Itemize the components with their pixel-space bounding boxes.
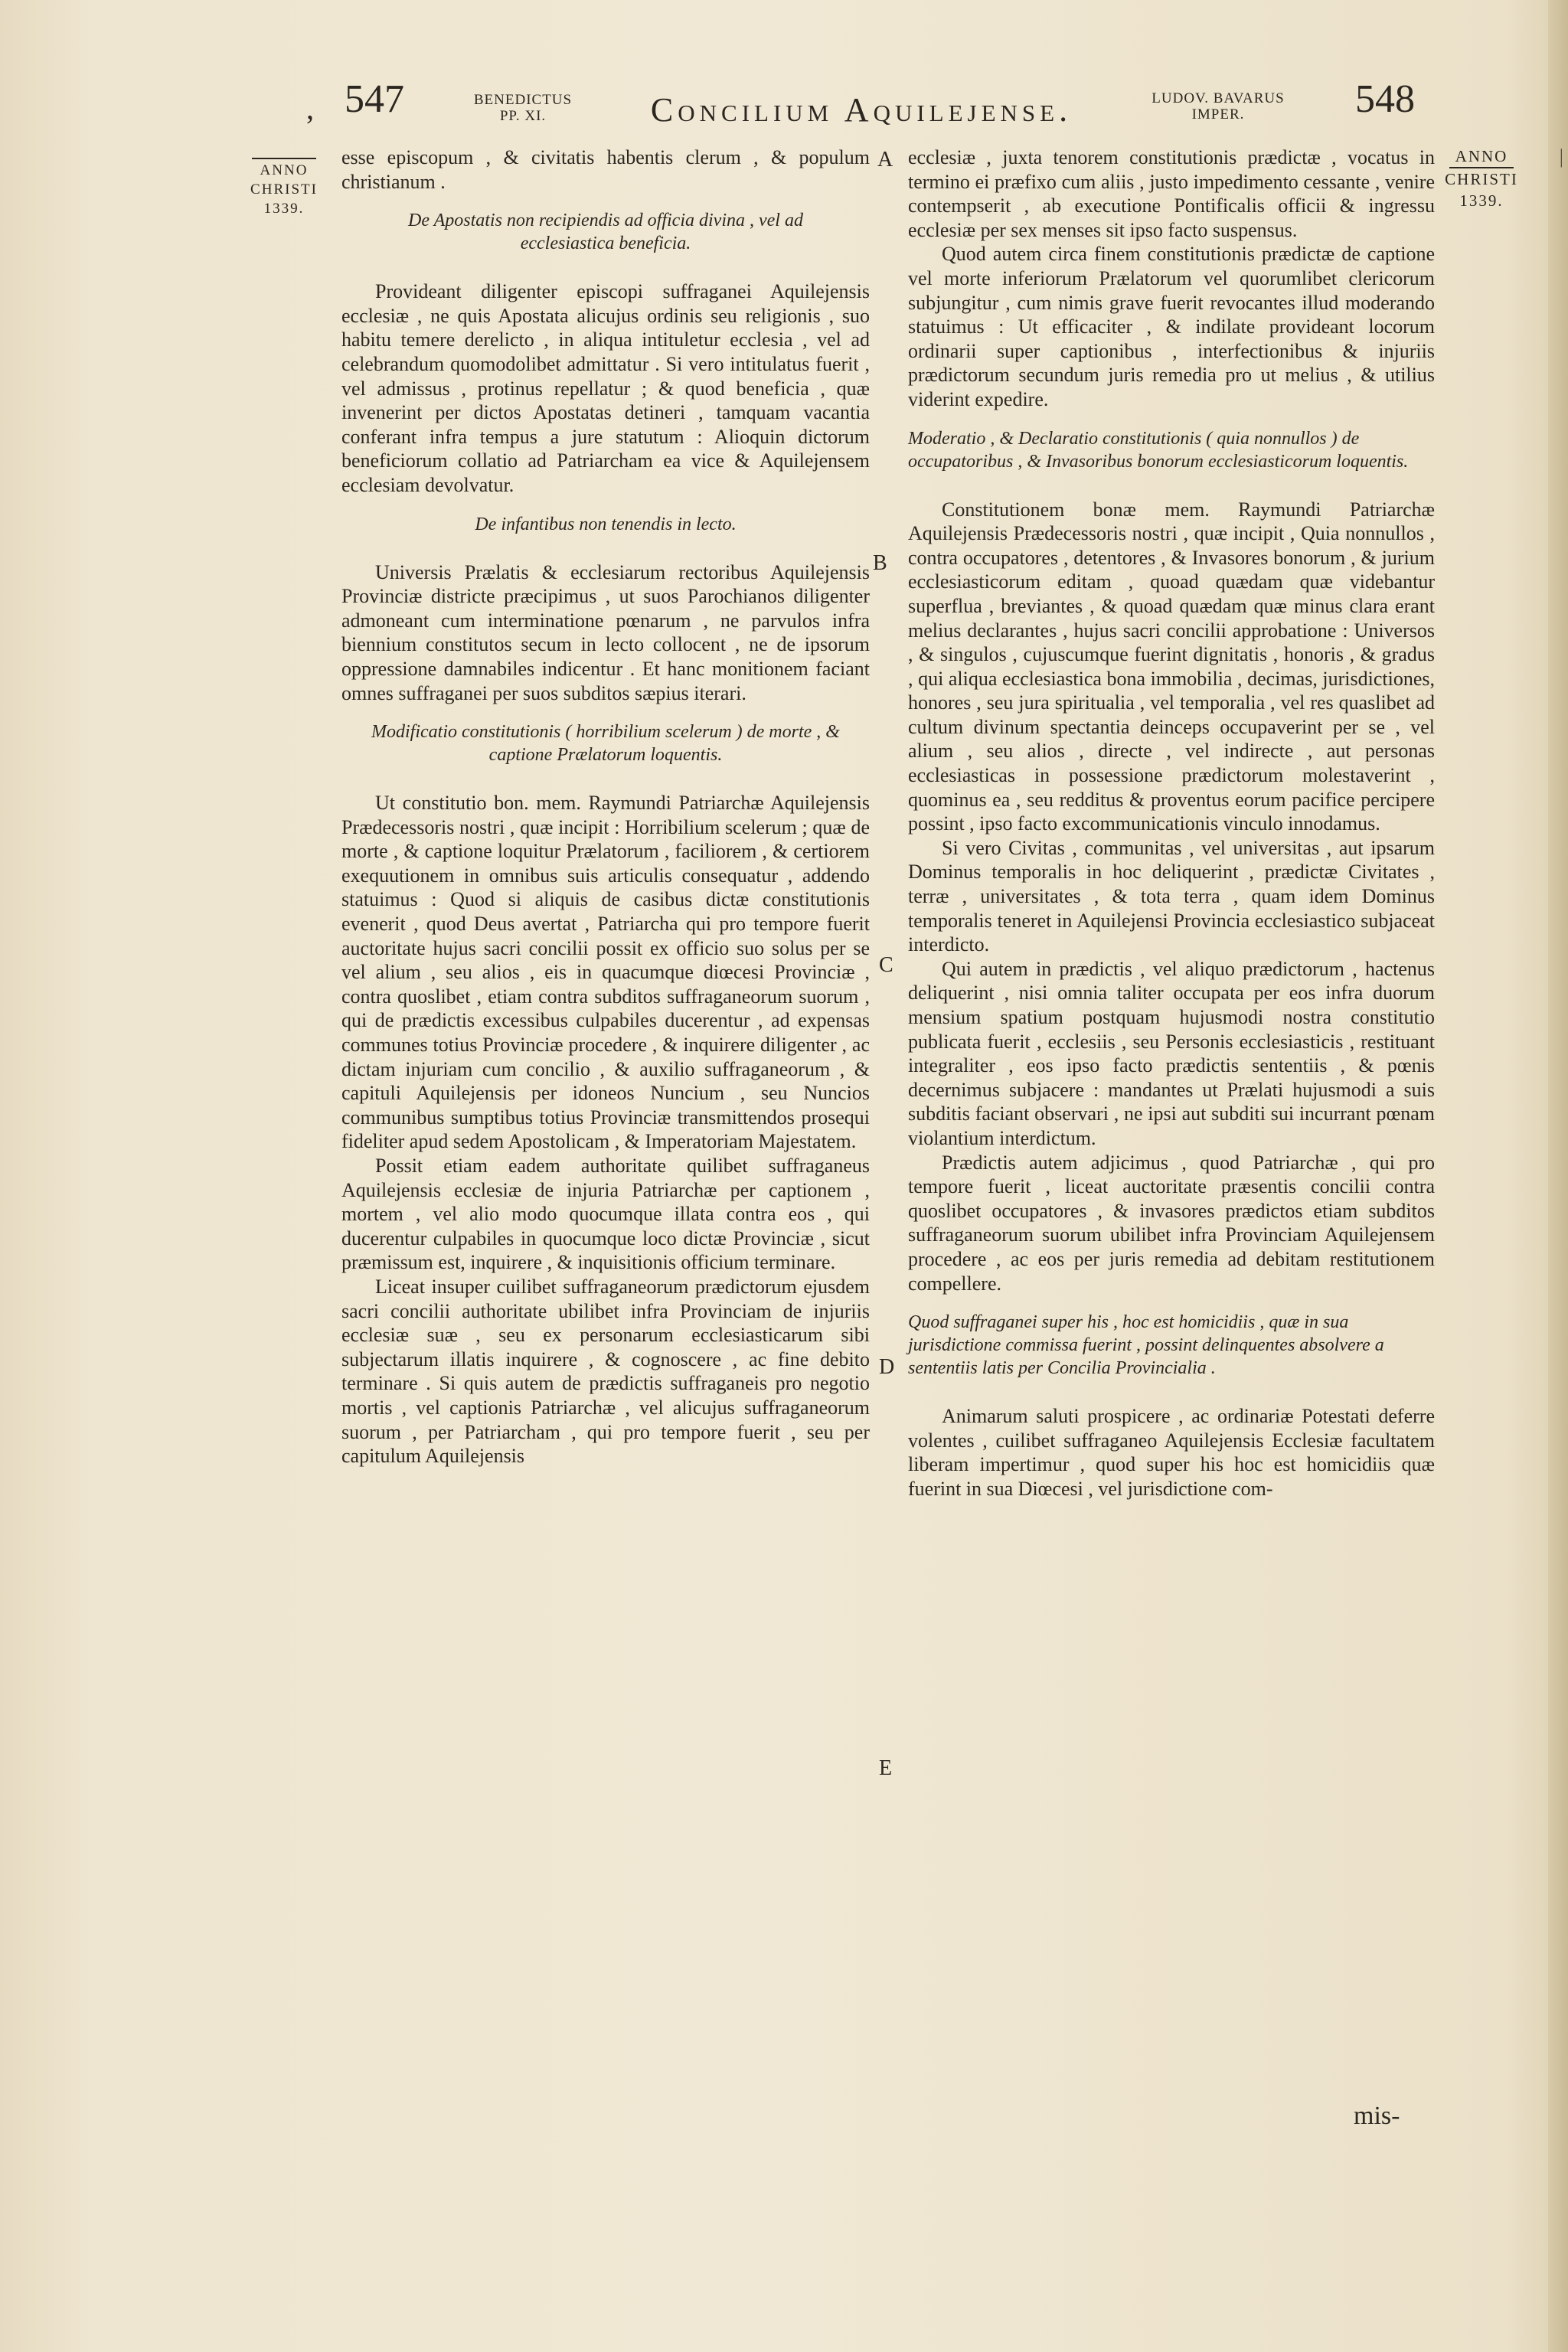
paragraph: Quod autem circa finem constitutionis prædictæ de captione vel morte inferiorum Prælatorum vel quorumlibet clericorum subjungitur , cum nimis grave fuerit revocantes illud moderando statuimus : Ut efficaciter , & indilate provideant locorum ordinarii super captionibus , interfectionibus & injuriis prædictorum secundum juris remedia pro ut melius , & utilius viderint expedire. [908, 243, 1435, 410]
margin-date-left [239, 158, 329, 218]
page-title: Concilium Aquilejense. [650, 91, 1073, 129]
paragraph: Si vero Civitas , communitas , vel universitas , aut ipsarum Dominus temporalis in hoc deliquerint , prædictæ Civitates , terræ , universitates , & tota terra , quam idem Dominus temporalis teneret in Aquilejensi Provincia ecclesiastico subjaceat interdicto. [908, 836, 1435, 956]
paragraph: Provideant diligenter episcopi suffraganei Aquilejensis ecclesiæ , ne quis Apostata alicujus ordinis seu religionis , suo habitu temere derelicto , in aliqua intituletur ecclesia , vel ad celebrandum quomodolibet admittatur . Si vero intitulatus fuerit , vel admissus , protinus repellatur ; & quod beneficia , quæ invenerint per dictos Apostatas detineri , tamquam vacantia conferant infra tempus a jure statutum : Alioquin dictorum beneficiorum collatio ad Patriarcham ea vice & Aquilejensem ecclesiam devolvatur. [341, 280, 870, 496]
runhead-left-line: PP. XI. [499, 108, 547, 124]
margin-anno: ANNO [1449, 145, 1514, 168]
paragraph: Qui autem in prædictis , vel aliquo prædictorum , hactenus deliquerint , nisi omnia taliter occupata per eos infra duorum mensium spatium postquam hujusmodi nostra constitutio publicata fuerit , ecclesiis , seu Personis ecclesiasticis , restituant integraliter , eos ipso facto prædictis sententiis , & pœnis decernimus subjacere : mandantes ut Prælati hujusmodi a suis subditis faciant observari , ne ipsi aut subditi sui incurrant pœnam violantium interdictum. [908, 957, 1435, 1149]
paragraph: ecclesiæ , juxta tenorem constitutionis prædictæ , vocatus in termino ei præfixo cum aliis , justo impedimento cessante , venire contempserit , ab executione Pontificalis officii & ingressu ecclesiæ per sex menses sit ipso facto suspensus. [908, 146, 1435, 241]
page-number-left: 547 [345, 77, 404, 121]
runhead-right-line: IMPER. [1191, 106, 1245, 122]
paragraph: Liceat insuper cuilibet suffraganeorum prædictorum ejusdem sacri concilii authoritate ubilibet infra Provinciam de injuriis ecclesiæ suæ , seu ex personarum ecclesiasticarum sibi subjectarum illatis inquirere , & cognoscere , ac fine debito terminare . Si quis autem de prædictis suffraganeis pro negotio mortis , vel captionis Patriarchæ , vel alicujus suffraganeorum suorum , per Patriarcham , qui pro tempore fuerit , seu per capitulum Aquilejensis [341, 1275, 870, 1468]
paragraph: Possit etiam eadem authoritate quilibet suffraganeus Aquilejensis ecclesiæ de injuria Patriarchæ per captionem , mortem , vel alio modo quocumque illata contra eos , qui ducerentur culpabiles in quocumque loco dictæ Provinciæ , sicut præmissum est, inquirere , & inquisitionis officium terminare. [341, 1155, 870, 1274]
opening-text: esse episcopum , & civitatis habentis clerum , & populum christianum . [341, 146, 870, 193]
margin-christi: CHRISTI [1445, 170, 1518, 188]
section-heading: Moderatio , & Declaratio constitutionis ( quia nonnullos ) de occupatoribus , & Invasoribus bonorum ecclesiasticorum loquentis. [908, 428, 1409, 472]
facing-page-edge [1548, 0, 1568, 2352]
page-number-right: 548 [1355, 77, 1415, 121]
section-letter: A [877, 148, 893, 172]
edge-bracket: | [1559, 145, 1563, 168]
margin-year: 1339. [1459, 191, 1504, 210]
margin-year: 1339. [263, 201, 305, 217]
section-heading: De infantibus non tenendis in lecto. [475, 514, 737, 534]
margin-rule [252, 158, 316, 159]
paragraph: Universis Prælatis & ecclesiarum rectoribus Aquilejensis Provinciæ districte præcipimus , ut suos Parochianos diligenter admoneant cum interminatione pœnarum , ne parvulos infra biennium constitutos secum in lecto collocent , ne de ipsorum oppressione damnabiles indicentur . Et hanc monitionem faciant omnes suffraganei per suos subditos sæpius iterari. [341, 560, 870, 704]
runhead-left-line: BENEDICTUS [473, 92, 573, 108]
paragraph: Constitutionem bonæ mem. Raymundi Patriarchæ Aquilejensis Prædecessoris nostri , quæ incipit , Quia nonnullos , contra occupatores , detentores , & Invasores bonorum , & jurium ecclesiasticorum editam , quoad quædam quæ videbantur superflua , breviantes , & quoad quædam quæ minus clara erant melius declarantes , hujus sacri concilii approbatione : Universos , & singulos , cujuscumque fuerint dignitatis , honoris , & gradus , qui aliqua ecclesiastica bona immobilia , decimas, jurisdictiones, honores , seu jura spiritualia , vel temporalia , vel res quaslibet ad cultum divinum spectantia deinceps occupaverint per se , vel alium , seu alios , directe , vel indirecte , aut personas ecclesiasticas in possessione prædictorum molestaverint , quominus ea , seu redditus & proventus eorum pacifice percipere possint , ipso facto excommunicationis vinculo innodamus. [908, 498, 1435, 835]
margin-christi: CHRISTI [250, 181, 318, 198]
running-head-right [1122, 90, 1314, 122]
right-column [908, 145, 1435, 1501]
section-letter: B [873, 551, 887, 575]
catchword: mis- [1354, 2102, 1400, 2130]
header-dot: , [306, 91, 314, 126]
section-letter: D [879, 1355, 895, 1379]
paragraph: Prædictis autem adjicimus , quod Patriarchæ , qui pro tempore fuerit , liceat auctoritate præsentis concilii contra quoslibet occupatores , & invasores prædictos etiam subditos suffraganeorum suorum ubilibet infra Provinciam Aquilejensem procedere , ac eos per juris remedia ad debitam restitutionem compellere. [908, 1151, 1435, 1295]
paragraph: Ut constitutio bon. mem. Raymundi Patriarchæ Aquilejensis Prædecessoris nostri , quæ incipit : Horribilium scelerum ; quæ de morte , & captione loquitur Prælatorum , faciliorem , & certiorem exequutionem in omnibus suis articulis consequatur , addendo statuimus : Quod si aliquis de casibus dictæ constitutionis evenerit , quod Deus avertat , Patriarcha qui pro tempore fuerit auctoritate hujus sacri concilii possit ex officio suo solus per se vel alium , seu alios , eis in quacumque diœcesi Provinciæ , contra quoslibet , etiam contra subditos suffraganeorum suorum , qui de prædictis excessibus culpabiles ducerentur , ad expensas communes totius Provinciæ procedere , & inquirere diligenter , ac dictam injuriam cum concilio , & auxilio suffraganeorum , & capituli Aquilejensis per idoneos Nuncium , seu Nuncios communibus sumptibus totius Provinciæ transmittendos prosequi fideliter apud sedem Apostolicam , & Imperatoriam Majestatem. [341, 792, 870, 1153]
margin-date-right [1436, 145, 1527, 211]
section-heading: Modificatio constitutionis ( horribilium scelerum ) de morte , & captione Prælatorum loquentis. [371, 722, 840, 766]
paragraph: Animarum saluti prospicere , ac ordinariæ Potestati deferre volentes , cuilibet suffraganeo Aquilejensis Ecclesiæ facultatem liberam impertimur , quod super his hoc est homicidiis quæ fuerint in sua Diœcesi , vel jurisdictione com- [908, 1405, 1435, 1500]
section-letter: E [879, 1756, 893, 1780]
running-head-left [458, 92, 588, 124]
section-heading: Quod suffraganei super his , hoc est homicidiis , quæ in sua jurisdictione commissa fuerint , possint delinquentes absolvere a sententiis latis per Concilia Provincialia . [908, 1312, 1384, 1379]
left-column [341, 145, 870, 1468]
margin-anno: ANNO [260, 162, 309, 178]
section-letter: C [879, 953, 893, 977]
section-heading: De Apostatis non recipiendis ad officia divina , vel ad ecclesiastica beneficia. [408, 211, 803, 254]
runhead-right-line: LUDOV. BAVARUS [1152, 90, 1285, 106]
